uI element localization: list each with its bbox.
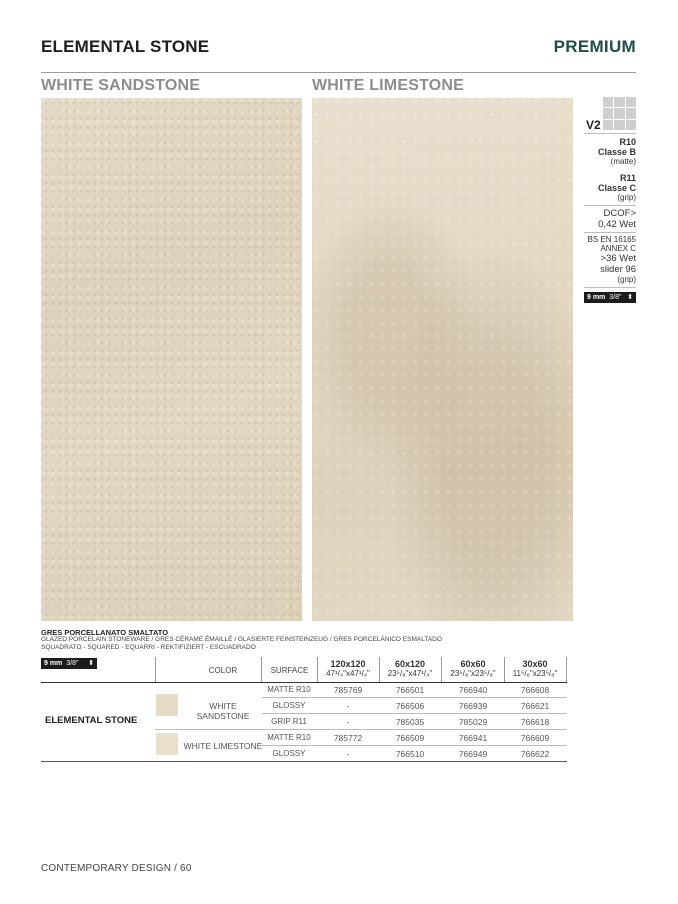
column-divider bbox=[566, 657, 567, 682]
tile-grid-icon bbox=[603, 97, 636, 130]
surface-cell: GLOSSY bbox=[272, 701, 306, 710]
tile-image-sandstone bbox=[41, 98, 302, 621]
code-cell: 766939 bbox=[458, 701, 488, 711]
page-title: ELEMENTAL STONE bbox=[41, 37, 210, 56]
color-name-sandstone: WHITE SANDSTONE bbox=[196, 701, 250, 721]
column-header-size: 120x120 47¹/₄"x47¹/₄" bbox=[326, 659, 370, 678]
column-header-size: 30x60 11⁵/₈"x23⁵/₈" bbox=[512, 659, 558, 678]
table-bottom-line bbox=[41, 761, 567, 762]
spec-divider bbox=[584, 287, 636, 288]
color-swatch-sandstone bbox=[156, 694, 178, 716]
collection-label: PREMIUM bbox=[553, 37, 636, 56]
code-cell: 766509 bbox=[395, 733, 425, 743]
row-divider bbox=[155, 729, 567, 730]
code-cell: 766510 bbox=[395, 749, 425, 759]
header-divider bbox=[41, 72, 636, 73]
thickness-arrow-icon: ⬍ bbox=[627, 294, 633, 301]
variation-label: V2 bbox=[586, 118, 601, 132]
spec-dcof: DCOF> 0,42 Wet bbox=[598, 208, 636, 230]
color-swatch-limestone bbox=[156, 733, 178, 755]
tile-name-sandstone: WHITE SANDSTONE bbox=[41, 77, 201, 94]
code-cell: - bbox=[346, 701, 350, 711]
row-divider bbox=[262, 713, 567, 714]
code-cell: 766622 bbox=[520, 749, 550, 759]
code-cell: 766618 bbox=[520, 717, 550, 727]
material-translations: GLAZED PORCELAIN STONEWARE / GRES CÉRAME ÉMAILLÉ / GLASIERTE FEINSTEINZEUG / GRES PORCELÁNICO ESMALTADO bbox=[41, 636, 442, 643]
series-name: ELEMENTAL STONE bbox=[45, 715, 138, 726]
code-cell: 766621 bbox=[520, 701, 550, 711]
code-cell: 785029 bbox=[458, 717, 488, 727]
row-divider bbox=[262, 697, 567, 698]
table-thickness-badge: 9 mm 3/8" ⬍ bbox=[41, 658, 97, 669]
code-cell: 766506 bbox=[395, 701, 425, 711]
column-header-color: COLOR bbox=[208, 666, 238, 675]
surface-cell: MATTE R10 bbox=[267, 685, 311, 694]
spec-r11: R11 Classe C (grip) bbox=[597, 173, 636, 202]
column-header-size: 60x120 23⁵/₈"x47¹/₄" bbox=[387, 659, 433, 678]
column-divider bbox=[155, 657, 156, 682]
code-cell: 766940 bbox=[458, 685, 488, 695]
code-cell: 766941 bbox=[458, 733, 488, 743]
page-footer: CONTEMPORARY DESIGN / 60 bbox=[41, 863, 192, 874]
color-name-limestone: WHITE LIMESTONE bbox=[183, 741, 263, 751]
code-cell: 785035 bbox=[395, 717, 425, 727]
tile-name-limestone: WHITE LIMESTONE bbox=[312, 77, 465, 94]
column-header-surface: SURFACE bbox=[270, 666, 309, 675]
code-cell: 766949 bbox=[458, 749, 488, 759]
code-cell: - bbox=[346, 717, 350, 727]
spec-divider bbox=[584, 205, 636, 206]
surface-cell: GRIP R11 bbox=[271, 717, 307, 726]
code-cell: 766609 bbox=[520, 733, 550, 743]
edge-type: SQUADRATO - SQUARED - EQUARRI - REKTIFIZIERT - ESCUADRADO bbox=[41, 644, 256, 651]
column-header-size: 60x60 23⁵/₈"x23⁵/₈" bbox=[450, 659, 496, 678]
spec-r10: R10 Classe B (matte) bbox=[597, 137, 636, 166]
spec-divider bbox=[584, 232, 636, 233]
table-header-line bbox=[41, 682, 567, 683]
thickness-arrow-icon: ⬍ bbox=[88, 660, 94, 667]
surface-cell: GLOSSY bbox=[272, 749, 306, 758]
thickness-badge: 9 mm 3/8" ⬍ bbox=[584, 292, 636, 303]
code-cell: 785772 bbox=[333, 733, 363, 743]
tile-image-limestone bbox=[312, 98, 573, 621]
code-cell: 766501 bbox=[395, 685, 425, 695]
surface-cell: MATTE R10 bbox=[267, 733, 311, 742]
code-cell: 766608 bbox=[520, 685, 550, 695]
column-divider bbox=[441, 657, 442, 682]
spec-divider bbox=[584, 133, 636, 134]
spec-bs-en: BS EN 16165 ANNEX C >36 Wet slider 96 (grip) bbox=[587, 235, 636, 284]
material-title: GRES PORCELLANATO SMALTATO bbox=[41, 628, 169, 637]
code-cell: - bbox=[346, 749, 350, 759]
code-cell: 785769 bbox=[333, 685, 363, 695]
row-divider bbox=[262, 745, 567, 746]
